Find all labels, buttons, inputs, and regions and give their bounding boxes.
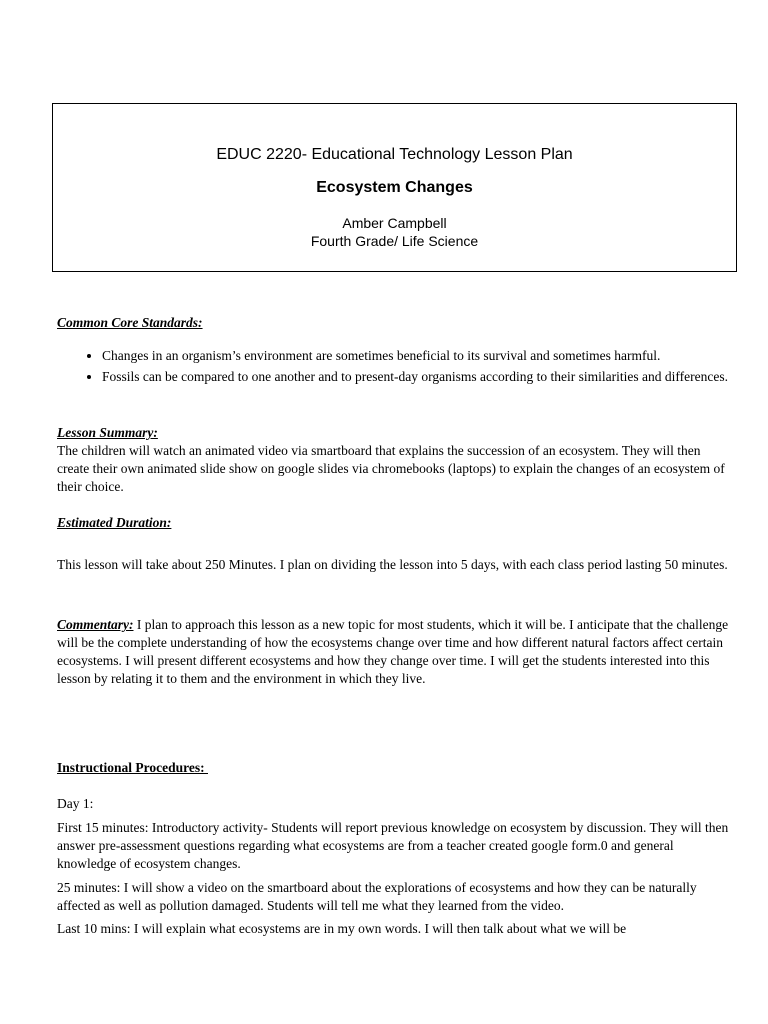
day-label: Day 1: xyxy=(57,796,94,811)
commentary-section xyxy=(57,616,733,688)
header-box xyxy=(52,103,737,272)
procedure-paragraph: 25 minutes: I will show a video on the smartboard about the explorations of ecosystems and how they can be naturally affected as well as pollution damaged. Students will tell me what they learned from the video. xyxy=(57,880,697,913)
grade-subject: Fourth Grade/ Life Science xyxy=(310,233,479,249)
standards-list xyxy=(57,347,733,389)
author-name: Amber Campbell xyxy=(342,215,447,231)
commentary-text: I plan to approach this lesson as a new topic for most students, which it will be. I anticipate that the challenge will be the complete understanding of how the ecosystems change over time and how different natural factors affect certain ecosystems. I will present different ecosystems and how they change over time. I will get the students interested into this lesson by relating it to them and the environment in which they live. xyxy=(57,617,729,686)
commentary-heading: Commentary: xyxy=(57,617,134,632)
document-title: EDUC 2220- Educational Technology Lesson Plan xyxy=(216,146,573,163)
document-subtitle: Ecosystem Changes xyxy=(316,179,473,196)
lesson-summary-heading: Lesson Summary: xyxy=(57,425,158,440)
lesson-summary-section xyxy=(57,424,733,496)
duration-text: This lesson will take about 250 Minutes. I plan on dividing the lesson into 5 days, with each class period lasting 50 minutes. xyxy=(57,557,728,572)
standards-heading: Common Core Standards: xyxy=(57,315,203,330)
lesson-summary-text: The children will watch an animated video via smartboard that explains the succession of an ecosystem. They will then create their own animated slide show on google slides via chromebooks (laptops) to explain the changes of an ecosystem of their choice. xyxy=(57,443,725,494)
procedures-heading: Instructional Procedures: xyxy=(57,760,208,775)
duration-heading: Estimated Duration: xyxy=(57,515,172,530)
standard-item: • Changes in an organism’s environment are sometimes beneficial to its survival and sometimes harmful. xyxy=(102,347,733,365)
standard-item: • Fossils can be compared to one another and to present-day organisms according to their similarities and differences. xyxy=(102,368,733,386)
procedure-paragraph: First 15 minutes: Introductory activity- Students will report previous knowledge on ecosystem by discussion. They will then answer pre-assessment questions regarding what ecosystems are from a teacher created google form.0 and general knowledge of ecosystem changes. xyxy=(57,820,729,871)
procedure-paragraph: Last 10 mins: I will explain what ecosystems are in my own words. I will then talk about what we will be xyxy=(57,921,627,936)
